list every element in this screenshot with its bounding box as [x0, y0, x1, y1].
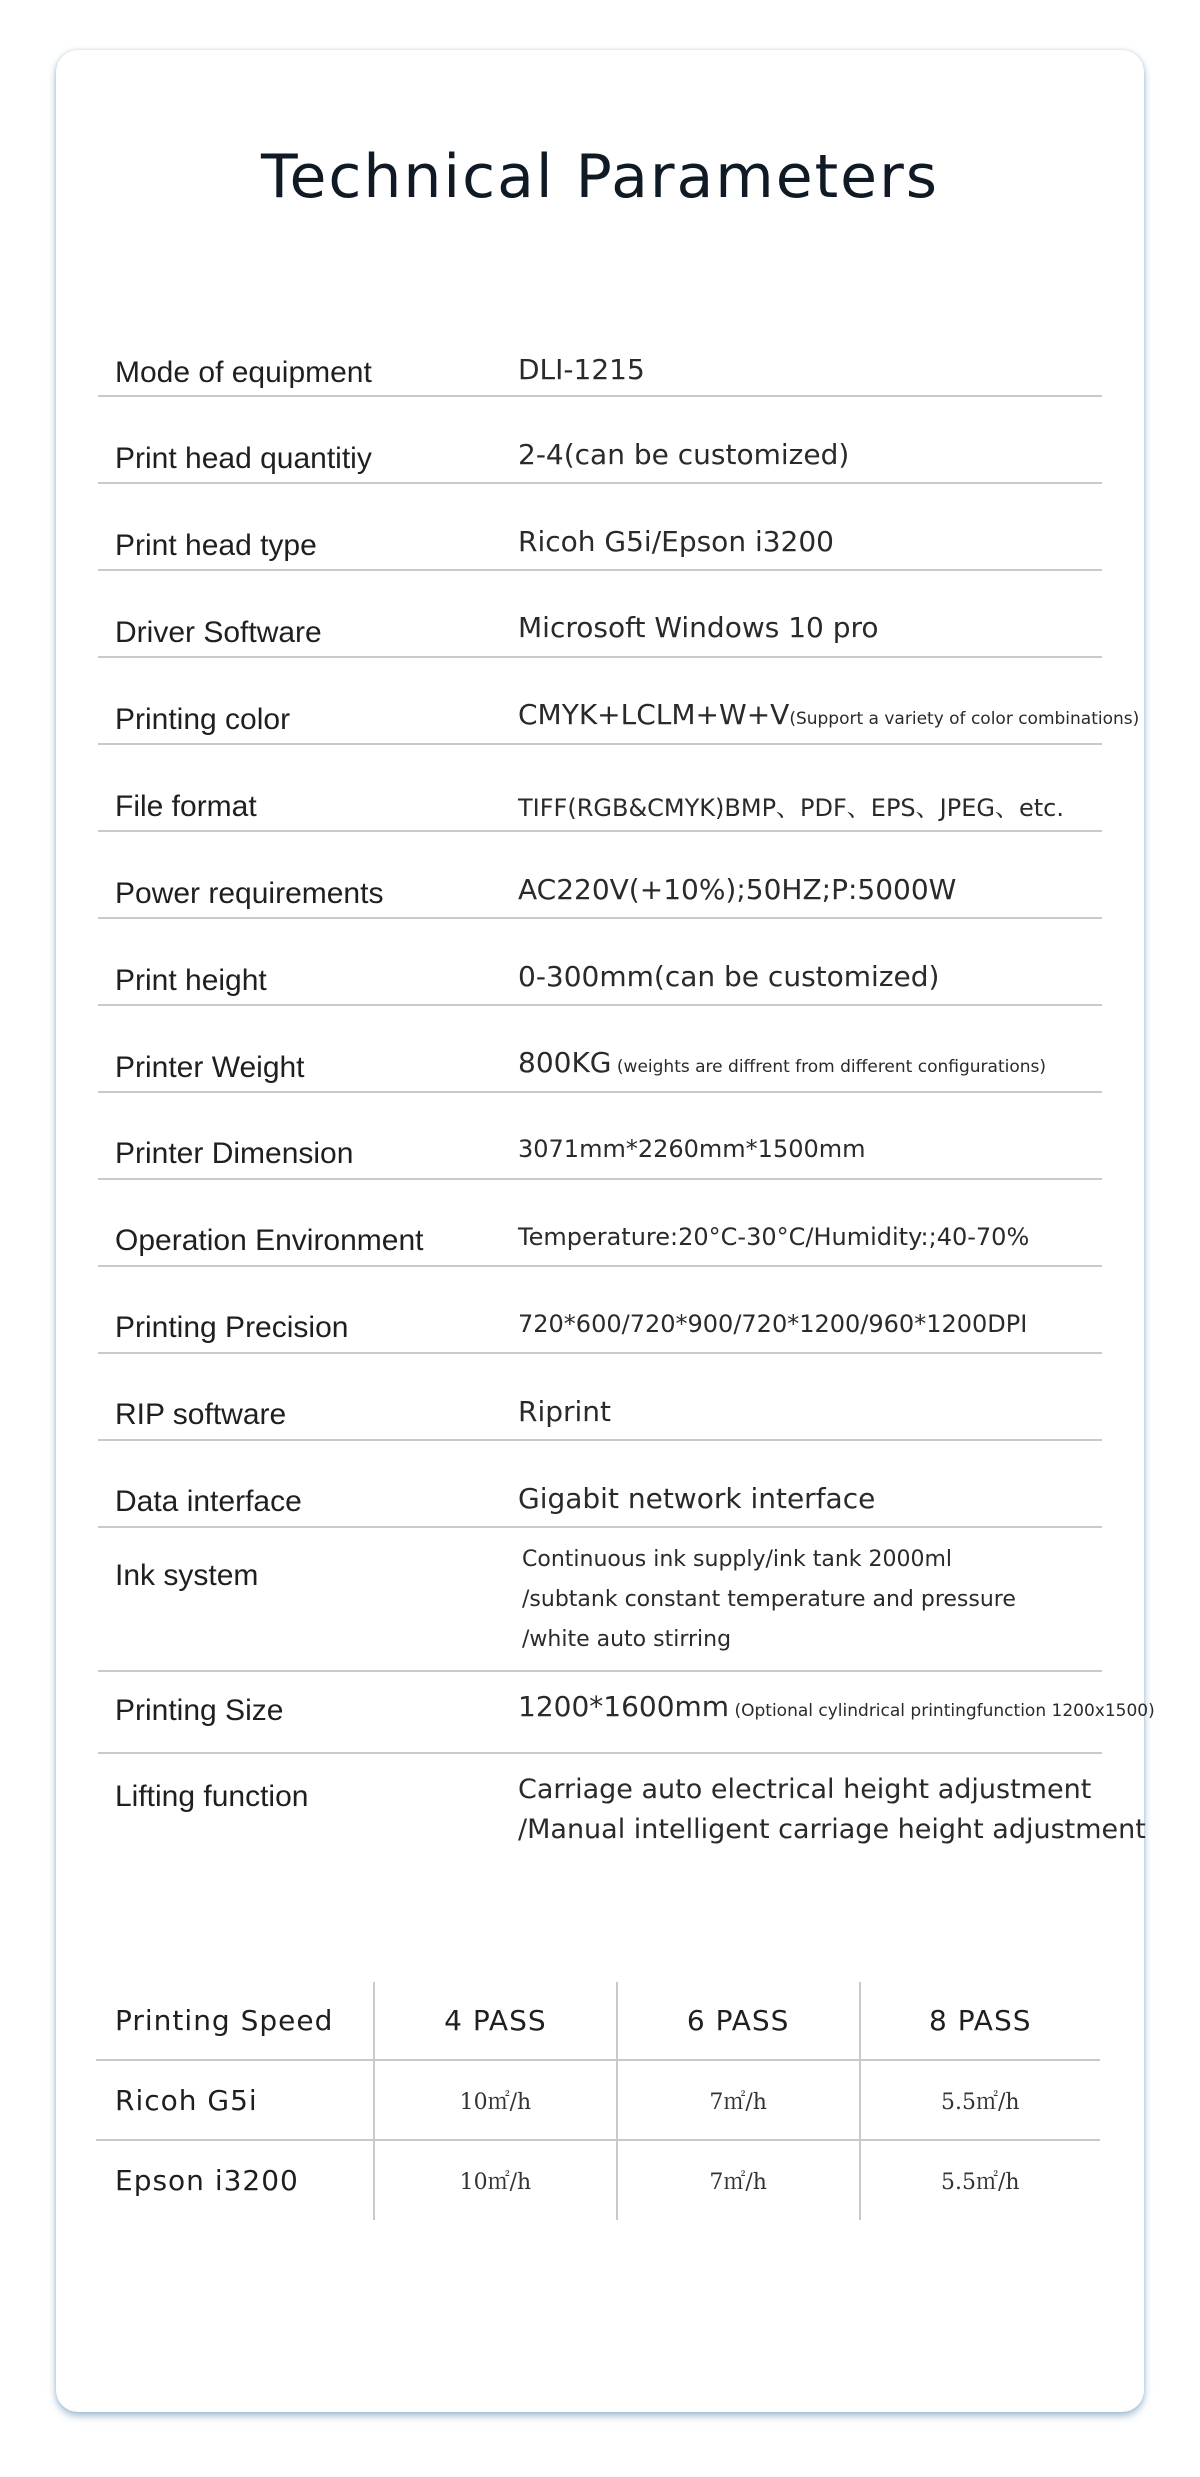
param-label: Printer Weight	[115, 1051, 305, 1084]
speed-row-head: Epson i3200	[115, 2164, 299, 2197]
param-value: DLI-1215	[518, 353, 645, 386]
param-value: Microsoft Windows 10 pro	[518, 611, 879, 644]
param-label: Print head type	[115, 529, 317, 562]
param-row	[98, 1354, 1102, 1441]
param-row	[98, 397, 1102, 484]
param-label: Printer Dimension	[115, 1137, 354, 1170]
param-value-line: Carriage auto electrical height adjustment	[518, 1774, 1092, 1805]
speed-cell: 10㎡/h	[374, 2140, 617, 2220]
param-value: TIFF(RGB&CMYK)BMP、PDF、EPS、JPEG、etc.	[518, 794, 1064, 822]
speed-cell: 5.5㎡/h	[860, 2140, 1100, 2220]
param-row	[98, 1672, 1155, 1754]
param-label: Power requirements	[115, 877, 384, 910]
param-row	[98, 1267, 1102, 1354]
spec-card	[56, 50, 1155, 2412]
param-label: Ink system	[115, 1559, 259, 1592]
param-row	[98, 745, 1102, 832]
speed-row	[96, 2060, 1100, 2140]
param-value: Ricoh G5i/Epson i3200	[518, 525, 834, 558]
param-row	[98, 919, 1102, 1006]
param-label: Printing Precision	[115, 1311, 349, 1344]
param-value: CMYK+LCLM+W+V(Support a variety of color combinations)	[518, 698, 1140, 731]
param-row	[98, 1006, 1102, 1093]
speed-header-row	[96, 1982, 1100, 2060]
param-label: Data interface	[115, 1485, 302, 1518]
param-value: 800KG (weights are diffrent from different configurations)	[518, 1046, 1046, 1079]
param-label: RIP software	[115, 1398, 287, 1431]
speed-cell: 7㎡/h	[617, 2060, 860, 2140]
speed-header-label: Printing Speed	[96, 1982, 374, 2060]
param-note: (Optional cylindrical printingfunction 1200x1500)	[729, 1701, 1155, 1721]
param-value-line: /Manual intelligent carriage height adjustment	[518, 1814, 1146, 1845]
param-value: Gigabit network interface	[518, 1482, 876, 1515]
param-value: 1200*1600mm (Optional cylindrical printingfunction 1200x1500)	[518, 1690, 1155, 1723]
parameters-table	[98, 310, 1155, 1864]
param-row	[98, 1093, 1102, 1180]
param-label: Printing Size	[115, 1694, 284, 1727]
param-label: File format	[115, 790, 257, 823]
page-title: Technical Parameters	[261, 142, 939, 212]
param-value-line: /white auto stirring	[522, 1627, 732, 1652]
param-row	[98, 1754, 1146, 1864]
speed-row-head: Ricoh G5i	[96, 2060, 374, 2140]
speed-header-4pass: 4 PASS	[374, 1982, 617, 2060]
param-value: Temperature:20°C-30°C/Humidity:;40-70%	[518, 1223, 1030, 1251]
param-row	[98, 571, 1102, 658]
param-row	[98, 484, 1102, 571]
param-value: 0-300mm(can be customized)	[518, 960, 940, 993]
param-row	[98, 310, 1102, 397]
speed-cell: 5.5㎡/h	[860, 2060, 1100, 2140]
param-value: Riprint	[518, 1395, 612, 1428]
param-label: Print height	[115, 964, 267, 997]
param-value-line: /subtank constant temperature and pressure	[522, 1587, 1016, 1612]
param-row	[98, 658, 1140, 745]
param-value	[522, 1540, 1016, 1660]
param-note: (weights are diffrent from different configurations)	[611, 1057, 1046, 1077]
param-label: Driver Software	[115, 616, 322, 649]
param-value	[518, 1770, 1146, 1850]
param-row	[98, 1180, 1102, 1267]
param-row	[98, 832, 1102, 919]
speed-header-6pass: 6 PASS	[617, 1982, 860, 2060]
param-label: Mode of equipment	[115, 356, 372, 389]
speed-cell: 7㎡/h	[617, 2140, 860, 2220]
param-value: 3071mm*2260mm*1500mm	[518, 1135, 866, 1163]
param-label: Lifting function	[115, 1780, 309, 1813]
param-row	[98, 1528, 1102, 1672]
param-label: Operation Environment	[115, 1224, 424, 1257]
param-label: Printing color	[115, 703, 291, 736]
param-value: 2-4(can be customized)	[518, 438, 850, 471]
speed-header-8pass: 8 PASS	[860, 1982, 1100, 2060]
param-value-line: Continuous ink supply/ink tank 2000ml	[522, 1547, 953, 1572]
speed-row	[96, 2140, 1100, 2220]
printing-speed-table	[96, 1982, 1100, 2220]
param-value: 720*600/720*900/720*1200/960*1200DPI	[518, 1310, 1028, 1338]
param-value: AC220V(+10%);50HZ;P:5000W	[518, 873, 957, 906]
param-note: (Support a variety of color combinations)	[789, 709, 1140, 729]
speed-cell: 10㎡/h	[374, 2060, 617, 2140]
param-row	[98, 1441, 1102, 1528]
param-label: Print head quantitiy	[115, 442, 372, 475]
